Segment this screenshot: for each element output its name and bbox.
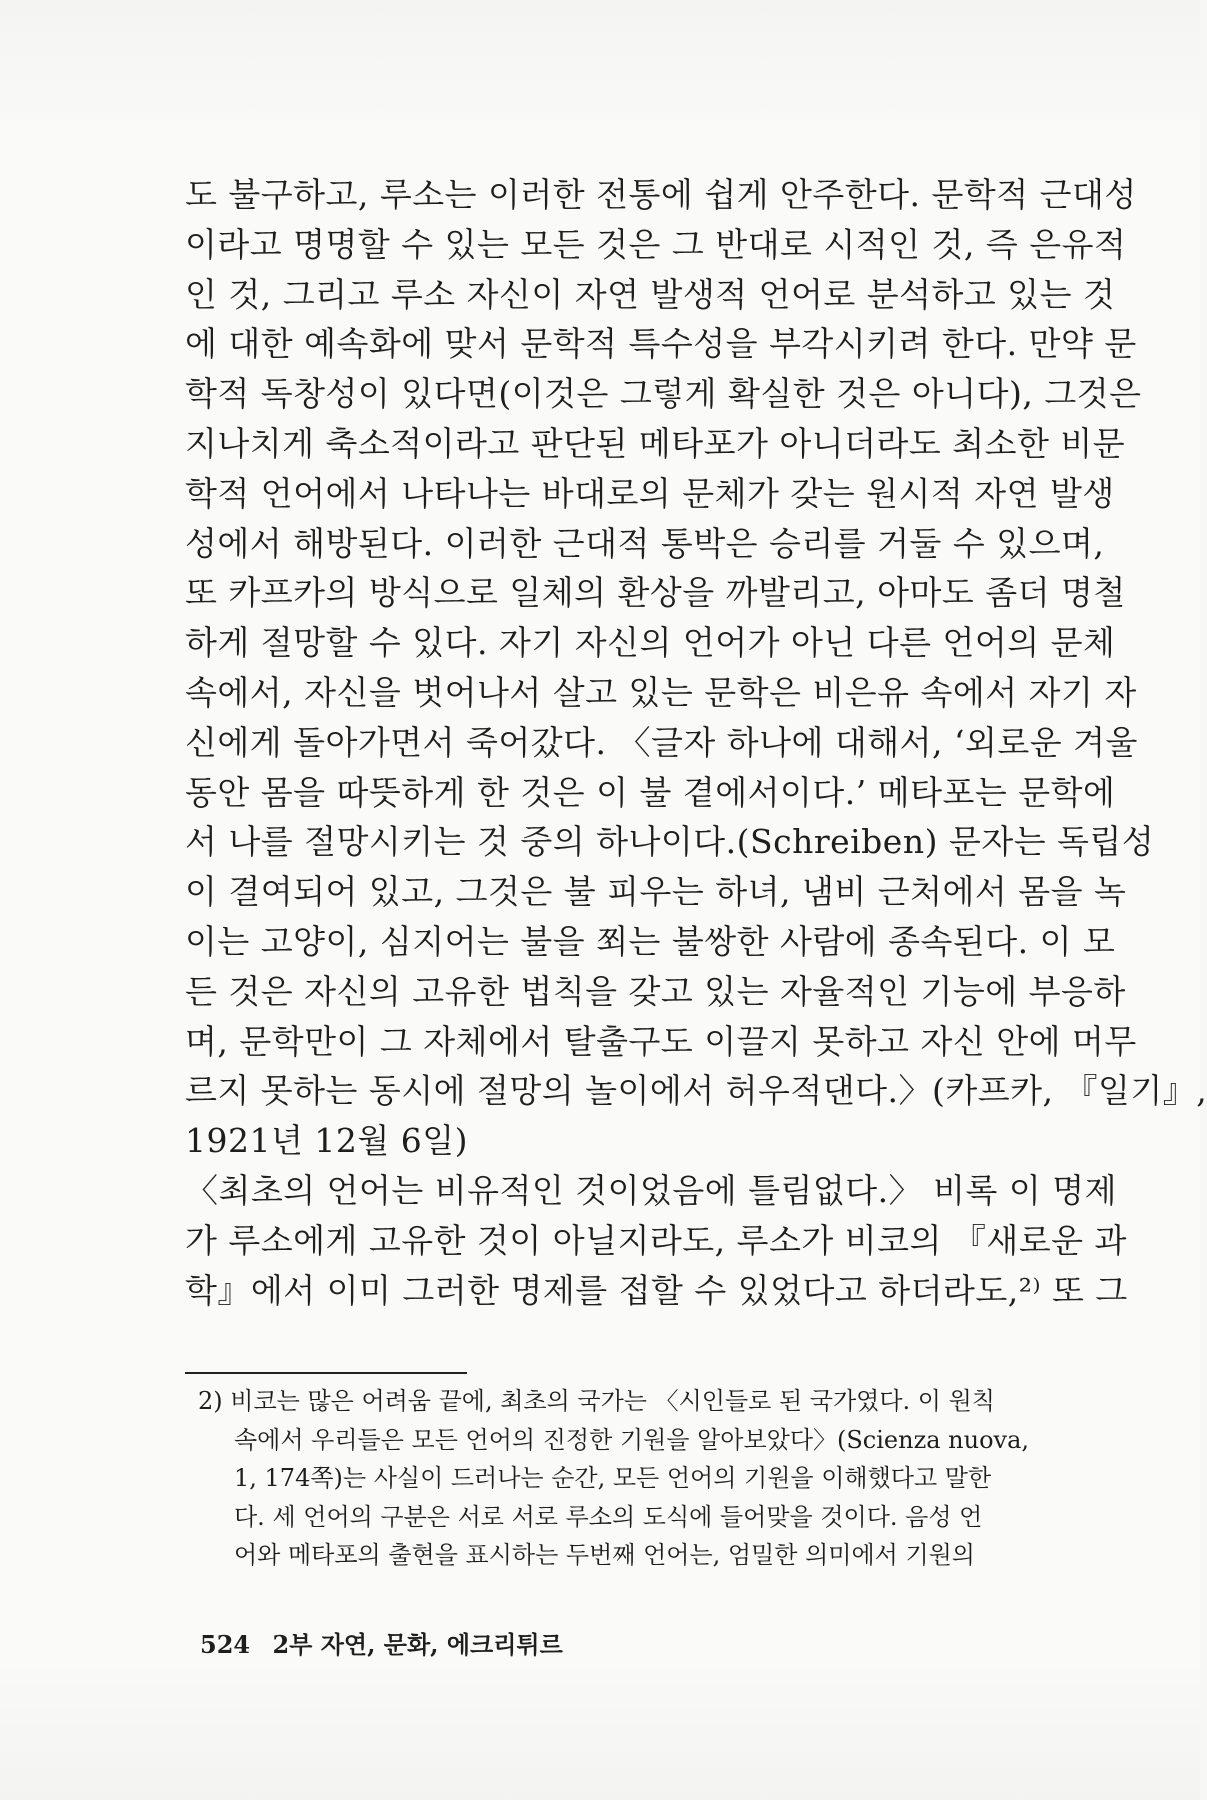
body-line: 학적 독창성이 있다면(이것은 그렇게 확실한 것은 아니다), 그것은 <box>185 374 1142 414</box>
body-line: 이라고 명명할 수 있는 모든 것은 그 반대로 시적인 것, 즉 은유적 <box>185 224 1127 264</box>
body-line: 든 것은 자신의 고유한 법칙을 갖고 있는 자율적인 기능에 부응하 <box>185 971 1126 1011</box>
body-line: 인 것, 그리고 루소 자신이 자연 발생적 언어로 분석하고 있는 것 <box>185 274 1116 314</box>
body-line: 성에서 해방된다. 이러한 근대적 통박은 승리를 거둘 수 있으며, <box>185 523 1105 563</box>
body-line: 가 루소에게 고유한 것이 아닐지라도, 루소가 비코의 『새로운 과 <box>185 1220 1127 1260</box>
footnote <box>198 1382 1038 1575</box>
body-line: 에 대한 예속화에 맞서 문학적 특수성을 부각시키려 한다. 만약 문 <box>185 324 1137 364</box>
footnote-line: 2) 비코는 많은 어려움 끝에, 최초의 국가는 〈시인들로 된 국가였다. 이 원칙 <box>198 1387 995 1415</box>
footnote-line: 다. 세 언어의 구분은 서로 서로 루소의 도식에 들어맞을 것이다. 음성 언 <box>234 1502 983 1531</box>
footnote-divider <box>185 1372 467 1374</box>
footnote-line: 속에서 우리들은 모든 언어의 진정한 기원을 알아보았다〉(Scienza nuova, <box>234 1425 1030 1454</box>
page-number: 524 <box>200 1630 251 1659</box>
body-line: 학』에서 이미 그러한 명제를 접할 수 있었다고 하더라도,²⁾ 또 그 <box>185 1270 1128 1310</box>
body-line: 또 카프카의 방식으로 일체의 환상을 까발리고, 아마도 좀더 명철 <box>185 573 1126 613</box>
body-line: 르지 못하는 동시에 절망의 놀이에서 허우적댄다.〉(카프카, 『일기』, <box>185 1071 1207 1111</box>
body-line: 〈최초의 언어는 비유적인 것이었음에 틀림없다.〉 비록 이 명제 <box>185 1170 1117 1210</box>
body-line: 학적 언어에서 나타나는 바대로의 문체가 갖는 원시적 자연 발생 <box>185 473 1115 513</box>
footnote-line: 1, 174쪽)는 사실이 드러나는 순간, 모든 언어의 기원을 이해했다고 말한 <box>234 1464 992 1492</box>
body-line: 며, 문학만이 그 자체에서 탈출구도 이끌지 못하고 자신 안에 머무 <box>185 1021 1137 1061</box>
body-line: 지나치게 축소적이라고 판단된 메타포가 아니더라도 최소한 비문 <box>185 423 1126 463</box>
body-line: 이는 고양이, 심지어는 불을 쬐는 불쌍한 사람에 종속된다. 이 모 <box>185 921 1116 961</box>
body-line: 서 나를 절망시키는 것 중의 하나이다.(Schreiben) 문자는 독립성 <box>185 822 1155 862</box>
body-text <box>185 170 1207 1315</box>
body-line: 신에게 돌아가면서 죽어갔다. 〈글자 하나에 대해서, ‘외로운 겨울 <box>185 722 1138 762</box>
page-footer <box>200 1625 563 1660</box>
body-line: 이 결여되어 있고, 그것은 불 피우는 하녀, 냄비 근처에서 몸을 녹 <box>185 872 1127 912</box>
body-line: 하게 절망할 수 있다. 자기 자신의 언어가 아닌 다른 언어의 문체 <box>185 623 1116 663</box>
footnote-line: 어와 메타포의 출현을 표시하는 두번째 언어는, 엄밀한 의미에서 기원의 <box>234 1541 975 1569</box>
running-title: 2부 자연, 문화, 에크리튀르 <box>272 1630 563 1659</box>
body-line: 1921년 12월 6일) <box>185 1121 468 1161</box>
body-line: 속에서, 자신을 벗어나서 살고 있는 문학은 비은유 속에서 자기 자 <box>185 672 1137 712</box>
body-line: 동안 몸을 따뜻하게 한 것은 이 불 곁에서이다.’ 메타포는 문학에 <box>185 772 1116 812</box>
body-line: 도 불구하고, 루소는 이러한 전통에 쉽게 안주한다. 문학적 근대성 <box>185 175 1137 214</box>
